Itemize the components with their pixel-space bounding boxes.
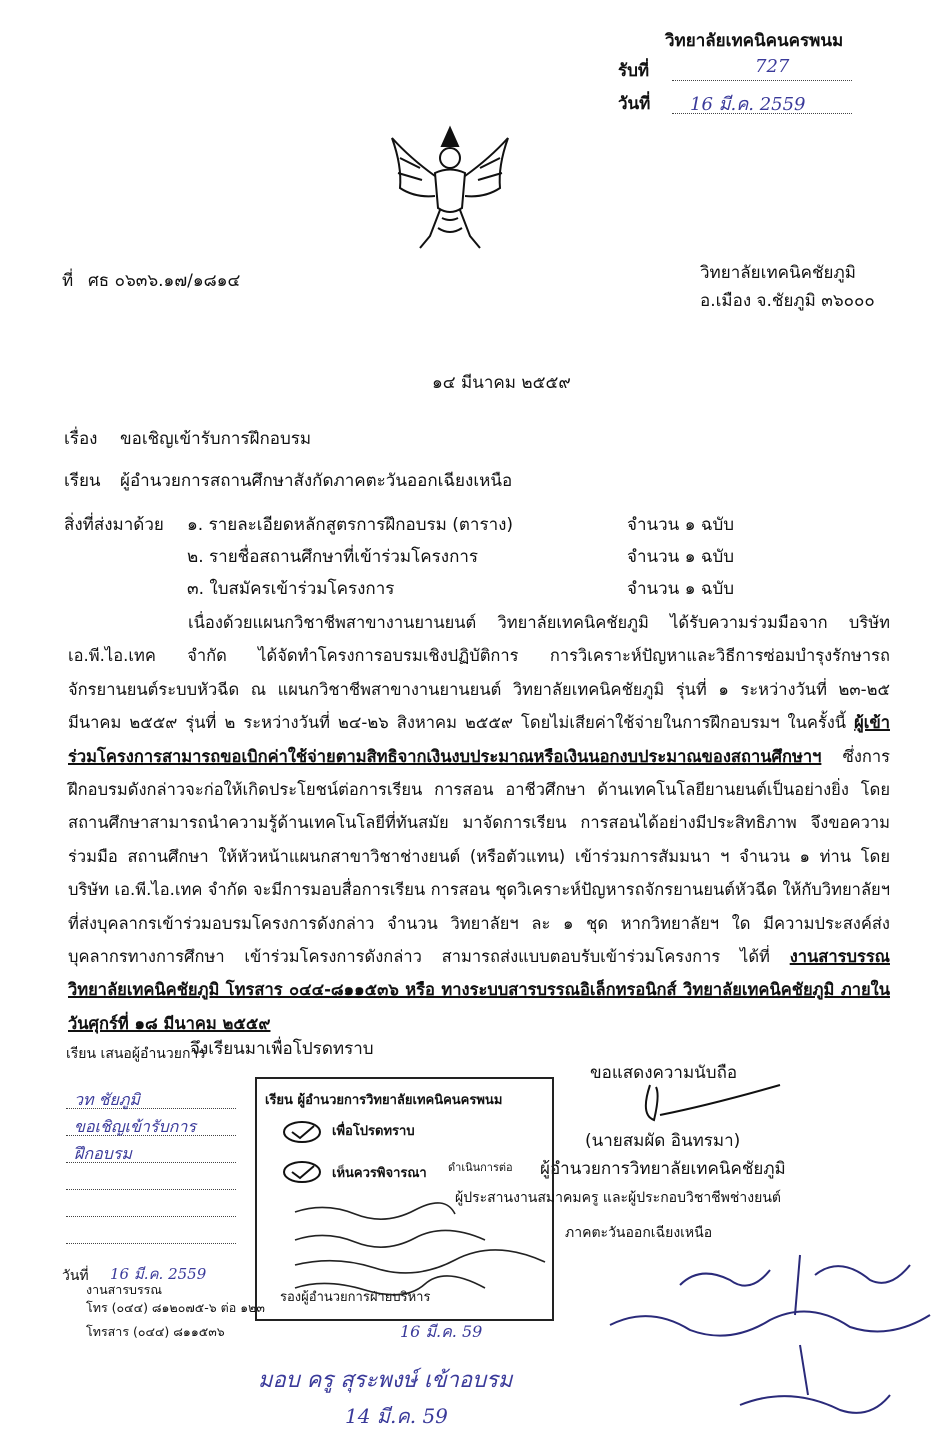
checkbox-circle-icon	[282, 1120, 322, 1144]
left-note-title: เรียน เสนอผู้อำนวยการ	[66, 1046, 206, 1062]
handwriting-bottom-date: 14 มี.ค. 59	[345, 1404, 448, 1428]
signature-position: ผู้อำนวยการวิทยาลัยเทคนิคชัยภูมิ	[540, 1159, 786, 1179]
enclosure-item: ๒. รายชื่อสถานศึกษาที่เข้าร่วมโครงการ	[187, 547, 479, 567]
letter-date: ๑๔ มีนาคม ๒๕๕๙	[432, 373, 571, 393]
receipt-org: วิทยาลัยเทคนิคนครพนม	[665, 31, 844, 51]
body-bold-2: งานสารบรรณ วิทยาลัยเทคนิคชัยภูมิ โทรสาร ๐๔๔-๘๑๑๕๓๖ หรือ ทางระบบสารบรรณอิเล็กทรอนิกส์ วิทยาลัยเทคนิคชัยภูมิ ภายในวันศุกร์ที่ ๑๘ มีนาคม ๒๕๕๙	[68, 947, 890, 1033]
left-note-role: งานสารบรรณ	[86, 1282, 162, 1297]
stamp-option-2: เห็นควรพิจารณา	[332, 1166, 427, 1181]
signature-name: (นายสมผัด อินทรมา)	[585, 1131, 741, 1151]
left-note-date-value: 16 มี.ค. 2559	[110, 1265, 207, 1283]
stamp-option-2-note: ดำเนินการต่อ	[448, 1161, 513, 1174]
subject-text: ขอเชิญเข้ารับการฝึกอบรม	[120, 429, 312, 449]
enclosure-qty: จำนวน ๑ ฉบับ	[627, 515, 735, 535]
checkbox-circle-icon	[282, 1160, 322, 1184]
signature-regards: ขอแสดงความนับถือ	[590, 1063, 738, 1083]
receipt-number-label: รับที่	[618, 61, 650, 81]
ref-number: ศธ ๐๖๓๖.๑๗/๑๘๑๔	[88, 271, 241, 291]
garuda-emblem-icon	[380, 118, 520, 258]
handwriting-signature-icon	[590, 1235, 940, 1430]
subject-label: เรื่อง	[64, 429, 98, 449]
ref-label: ที่	[62, 271, 74, 291]
left-note-hand-line: ฝึกอบรม	[74, 1144, 132, 1163]
left-note-phone: โทร (๐๔๔) ๘๑๒๐๗๕-๖ ต่อ ๑๒๓	[86, 1300, 265, 1315]
body-bold-1: ผู้เข้าร่วมโครงการสามารถขอเบิกค่าใช้จ่ายตามสิทธิจากเงินงบประมาณหรือเงินนอกงบประมาณของสถานศึกษาฯ	[68, 713, 890, 766]
recipient-text: ผู้อำนวยการสถานศึกษาสังกัดภาคตะวันออกเฉียงเหนือ	[120, 471, 513, 491]
handwriting-bottom-left: มอบ ครู สุระพงษ์ เข้าอบรม	[258, 1368, 513, 1393]
handwriting-stamp-date: 16 มี.ค. 59	[400, 1322, 483, 1341]
stamp-title: เรียน ผู้อำนวยการวิทยาลัยเทคนิคนครพนม	[265, 1093, 503, 1108]
sender-name: วิทยาลัยเทคนิคชัยภูมิ	[700, 263, 856, 283]
enclosure-item: ๓. ใบสมัครเข้าร่วมโครงการ	[187, 579, 395, 599]
recipient-label: เรียน	[64, 471, 101, 491]
printed-note-1: ผู้ประสานงานสมาคมครู และผู้ประกอบวิชาชีพช่างยนต์	[455, 1190, 781, 1206]
left-note-hand-line: วท ชัยภูมิ	[74, 1090, 140, 1109]
left-note-date-label: วันที่	[62, 1268, 89, 1284]
printed-note-2: ภาคตะวันออกเฉียงเหนือ	[565, 1225, 713, 1241]
sender-address: อ.เมือง จ.ชัยภูมิ ๓๖๐๐๐	[700, 291, 875, 311]
stamp-footer: รองผู้อำนวยการฝ่ายบริหาร	[280, 1290, 431, 1305]
closing-text: จึงเรียนมาเพื่อโปรดทราบ	[190, 1039, 374, 1059]
enclosures-label: สิ่งที่ส่งมาด้วย	[64, 515, 164, 535]
receipt-date-label: วันที่	[618, 94, 651, 114]
left-note-hand-line: ขอเชิญเข้ารับการ	[74, 1117, 196, 1136]
enclosure-qty: จำนวน ๑ ฉบับ	[627, 579, 735, 599]
signature-mark-icon	[630, 1075, 790, 1135]
receipt-number-value: 727	[755, 56, 790, 77]
body-text-2: ซึ่งการฝึกอบรมดังกล่าวจะก่อให้เกิดประโยชน์ต่อการเรียน การสอน อาชีวศึกษา ด้านเทคโนโลยียานยนต์เป็นอย่างยิ่ง โดยสถานศึกษาสามารถนำความรู้ด้านเทคโนโลยีที่ทันสมัย มาจัดการเรียน การสอนได้อย่างมีประสิทธิภาพ จึงขอความร่วมมือ สถานศึกษา ให้หัวหน้าแผนกสาขาวิชาช่างยนต์ (หรือตัวแทน) เข้าร่วมการสัมมนา ฯ จำนวน ๑ ท่าน โดย บริษัท เอ.พี.ไอ.เทค จำกัด จะมีการมอบสื่อการเรียน การสอน ชุดวิเคราะห์ปัญหารถจักรยานยนต์หัวฉีด ให้กับวิทยาลัยฯ ที่ส่งบุคลากรเข้าร่วมอบรมโครงการดังกล่าว จำนวน วิทยาลัยฯ ละ ๑ ชุด หากวิทยาลัยฯ ใด มีความประสงค์ส่งบุคลากรทางการศึกษา เข้าร่วมโครงการดังกล่าว สามารถส่งแบบตอบรับเข้าร่วมโครงการ ได้ที่	[68, 746, 890, 967]
enclosure-qty: จำนวน ๑ ฉบับ	[627, 547, 735, 567]
body-paragraph	[68, 606, 890, 1040]
body-text-1: เนื่องด้วยแผนกวิชาชีพสาขางานยานยนต์ วิทยาลัยเทคนิคชัยภูมิ ได้รับความร่วมมือจาก บริษัท เอ.พี.ไอ.เทค จำกัด ได้จัดทำโครงการอบรมเชิงปฏิบัติการ การวิเคราะห์ปัญหาและวิธีการซ่อมบำรุงรักษารถจักรยานยนต์ระบบหัวฉีด ณ แผนกวิชาชีพสาขางานยานยนต์ วิทยาลัยเทคนิคชัยภูมิ รุ่นที่ ๑ ระหว่างวันที่ ๒๓-๒๕ มีนาคม ๒๕๕๙ รุ่นที่ ๒ ระหว่างวันที่ ๒๔-๒๖ สิงหาคม ๒๕๕๙ โดยไม่เสียค่าใช้จ่ายในการฝึกอบรมฯ ในครั้งนี้	[68, 613, 890, 733]
left-note-fax: โทรสาร (๐๔๔) ๘๑๑๕๓๖	[86, 1324, 225, 1339]
handwriting-scribble-icon	[285, 1200, 555, 1300]
receipt-date-value: 16 มี.ค. 2559	[690, 94, 806, 115]
enclosure-item: ๑. รายละเอียดหลักสูตรการฝึกอบรม (ตาราง)	[187, 515, 514, 535]
stamp-option-1: เพื่อโปรดทราบ	[332, 1124, 415, 1139]
